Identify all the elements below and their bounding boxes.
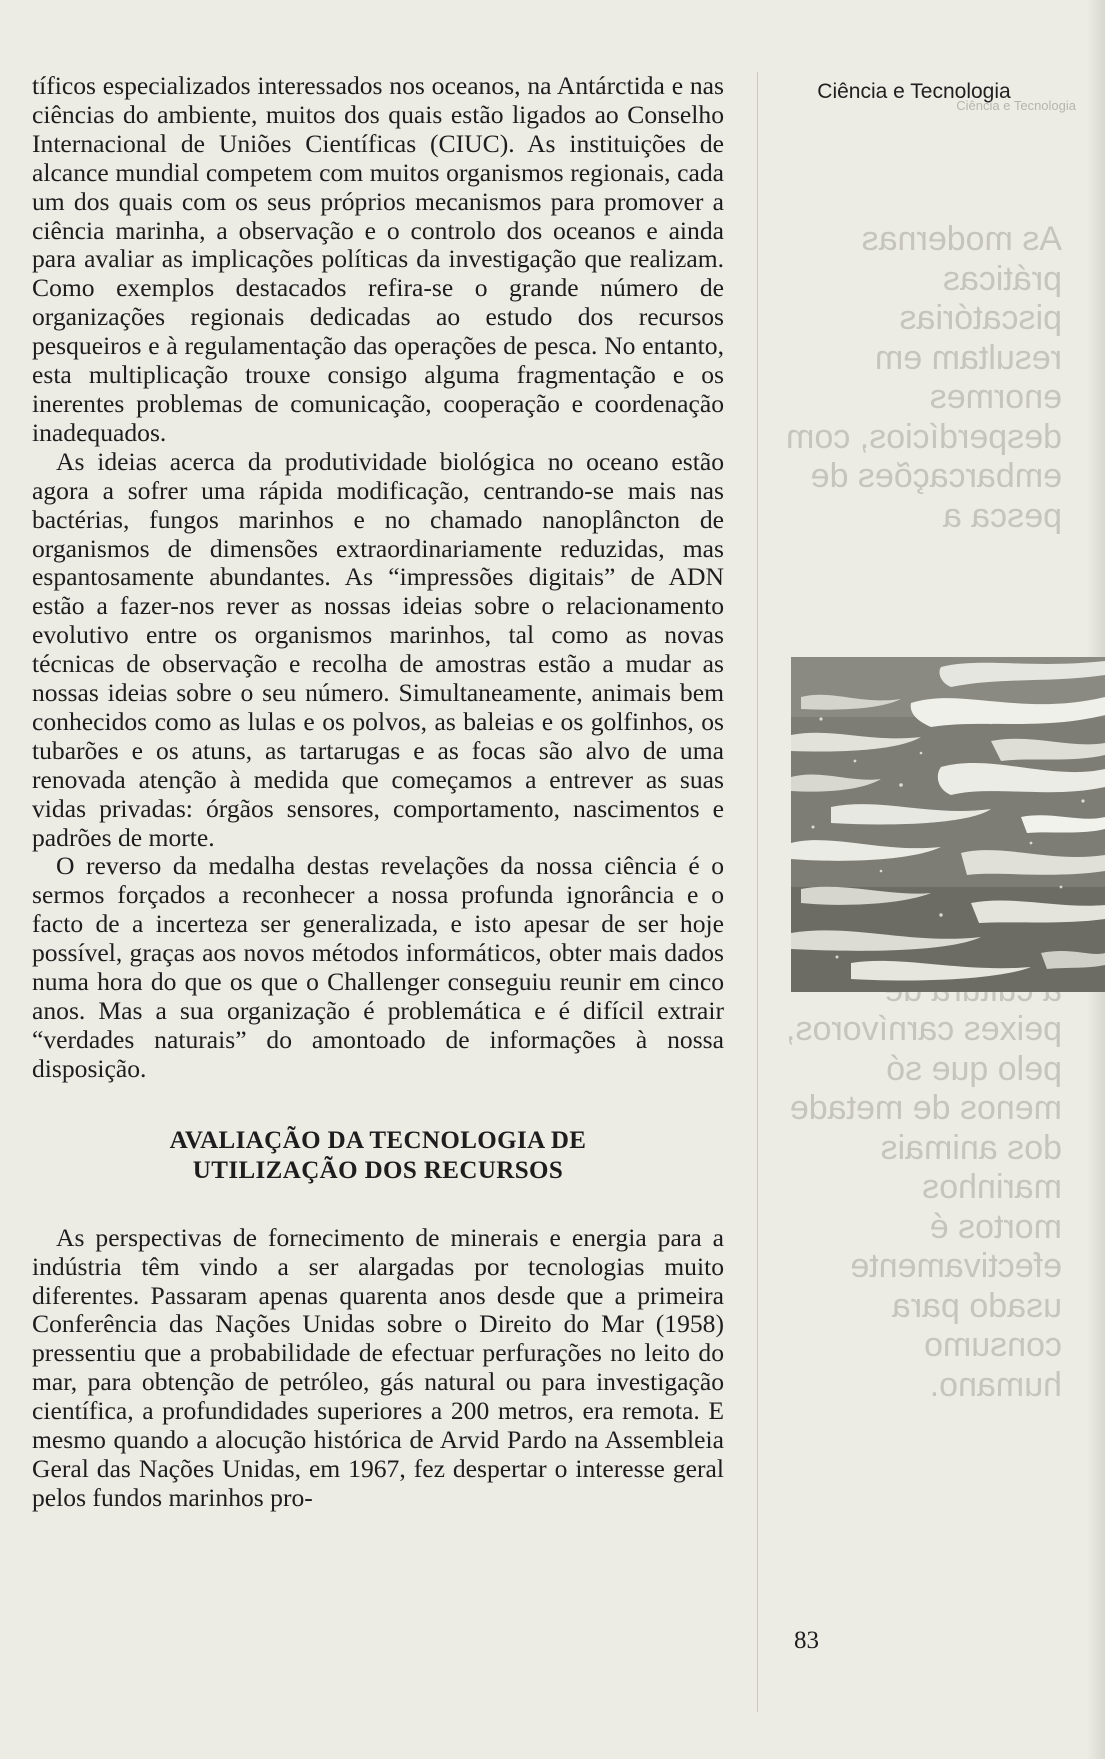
section-heading-line-2: UTILIZAÇÃO DOS RECURSOS: [192, 1156, 564, 1184]
ghost-line: embarcações de: [810, 457, 1062, 495]
paragraph-resources: As perspectivas de fornecimento de minerais e energia para a indústria têm vindo a ser alargadas por tecnologias muito diferentes. Passaram apenas quarenta anos desde que a primeira Conferência das Nações Unidas sobre o Direito do Mar (1958) pressentiu que a probabilidade de efectuar perfurações no leito do mar, para obtenção de petróleo, gás natural ou para investigação científica, a profundidades superiores a 200 metros, era remota. E mesmo quando a alocução histórica de Arvid Pardo na Assembleia Geral das Nações Unidas, em 1967, fez despertar o interesse geral pelos fundos marinhos pro-: [32, 1222, 724, 1512]
ghost-line: dos animais: [880, 1128, 1062, 1167]
ghost-line: enormes: [929, 378, 1062, 416]
section-heading-line-1: AVALIAÇÃO DA TECNOLOGIA DE: [169, 1126, 587, 1154]
ghost-line: humano.: [929, 1365, 1062, 1404]
ghost-line: efectivamente: [850, 1247, 1062, 1285]
show-through-header: Ciência e Tecnologia: [956, 98, 1076, 113]
ghost-line: menos de metade: [789, 1089, 1062, 1127]
ghost-line: [772, 576, 1062, 616]
ghost-line: As modernas: [861, 220, 1062, 258]
ghost-line: pesca a: [942, 496, 1062, 535]
main-text-column: [32, 72, 724, 1513]
ghost-line: desperdícios, com: [786, 417, 1062, 456]
ghost-line: resultam em: [874, 338, 1062, 377]
ghost-line: mortos é: [929, 1207, 1062, 1246]
paragraph-productivity: As ideias acerca da produtividade biológica no oceano estão agora a sofrer uma rápida modificação, centrando-se mais nas bactérias, fungos marinhos e no chamado nanoplâncton de organismos de dimensões extraordinariamente reduzidas, mas espantosamente abundantes. As “impressões digitais” de ADN estão a fazer-nos rever as nossas ideias sobre o relacionamento evolutivo entre os organismos marinhos, tal como as novas técnicas de observação e recolha de amostras estão a mudar as nossas ideias sobre o seu número. Simultaneamente, animais bem conhecidos como as lulas e os polvos, as baleias e os golfinhos, os tubarões e os atuns, as tartarugas e as focas são alvo de uma renovada atenção à medida que começamos a entrever as suas vidas privadas: órgãos sensores, comportamento, nascimentos e padrões de morte.: [32, 446, 724, 852]
paragraph-ignorance: O reverso da medalha destas revelações da nossa ciência é o sermos forçados a reconhecer a nossa profunda ignorância e o facto de a incerteza ser generalizada, e isto apesar de ser hoje possível, graças aos novos métodos informáticos, obter mais dados numa hora do que os que o Challenger conseguiu reunir em cinco anos. Mas a sua organização é problemática e é difícil extrair “verdades naturais” do amontoado de informações à nossa disposição.: [32, 851, 724, 1083]
ghost-line: piscatórias: [899, 299, 1062, 337]
column-divider: [757, 72, 758, 1712]
ghost-line: usado para: [891, 1286, 1062, 1325]
ghost-line: pelo que só: [886, 1049, 1062, 1088]
ghost-line: consumo: [924, 1326, 1062, 1364]
ghost-line: peixes carnívoros,: [786, 1010, 1062, 1048]
ghost-line: [772, 536, 1062, 576]
ghost-line: marinhos: [922, 1168, 1062, 1206]
sea-waves-photo: [791, 657, 1105, 992]
ghost-line: práticas: [942, 259, 1062, 298]
section-heading: [32, 1126, 724, 1186]
sea-waves-illustration: [791, 657, 1105, 992]
ghost-line: [772, 615, 1062, 655]
running-header: Ciência e Tecnologia: [817, 80, 1011, 103]
paragraph-intro: tíficos especializados interessados nos oceanos, na Antárctida e nas ciências do ambiente, muitos dos quais estão ligados ao Conselho Internacional de Uniões Científicas (CIUC). As instituições de alcance mundial competem com muitos organismos regionais, cada um dos quais com os seus próprios mecanismos para promover a ciência marinha, a observação e o controlo dos oceanos e ainda para avaliar as implicações políticas da investigação que realizam. Como exemplos destacados refira-se o grande número de organizações regionais dedicadas ao estudo dos recursos pesqueiros e à regulamentação das operações de pesca. No entanto, esta multiplicação trouxe consigo alguma fragmentação e os inerentes problemas de comunicação, cooperação e coordenação inadequados.: [32, 71, 724, 447]
page-number: 83: [794, 1627, 819, 1654]
